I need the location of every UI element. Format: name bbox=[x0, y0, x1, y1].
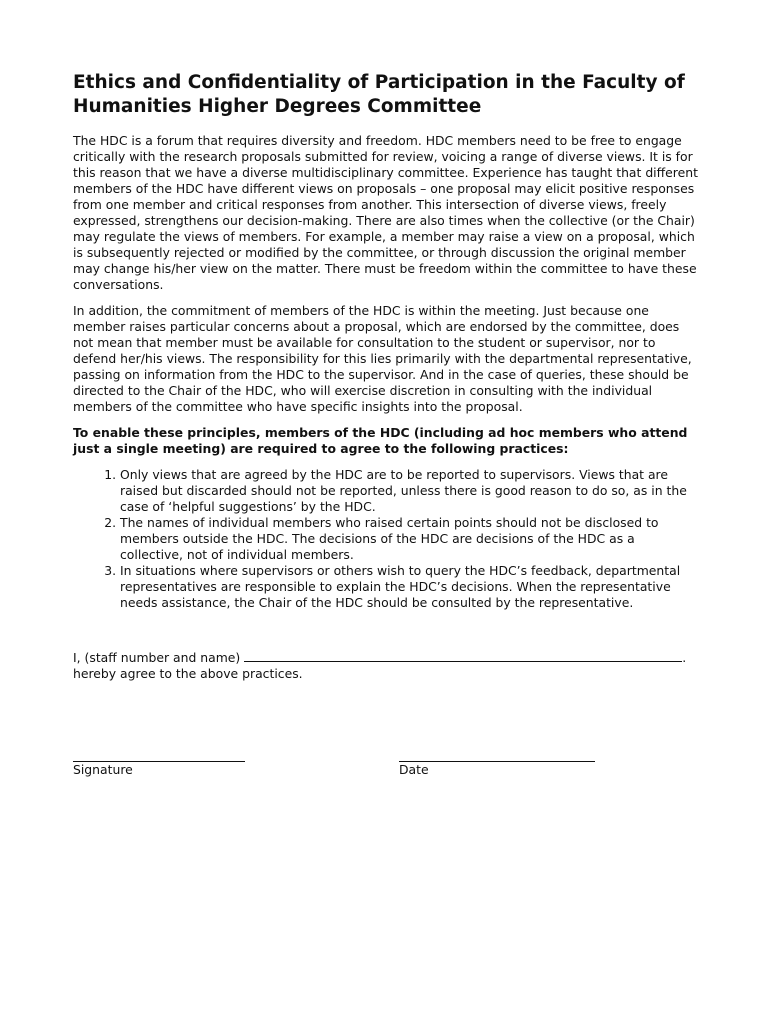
signature-label: Signature bbox=[73, 762, 133, 777]
practice-item-2: 2. The names of individual members who raised certain points should not be disclosed to members outside the HDC. The decisions of the HDC are decisions of the HDC as a collective, not of individual members. bbox=[120, 515, 699, 563]
date-label: Date bbox=[399, 762, 429, 777]
paragraph-diversity: The HDC is a forum that requires diversity and freedom. HDC members need to be free to engage critically with the research proposals submitted for review, voicing a range of diverse views. It is for this reason that we have a diverse multidisciplinary committee. Experience has taught that different members of the HDC have different views on proposals – one proposal may elicit positive responses from one member and critical responses from another. This intersection of diverse views, freely expressed, strengthens our decision-making. There are also times when the collective (or the Chair) may regulate the views of members. For example, a member may raise a view on a proposal, which is subsequently rejected or modified by the committee, or through discussion the original member may change his/her view on the matter. There must be freedom within the committee to have these conversations. bbox=[73, 133, 698, 292]
paragraph-commitment: In addition, the commitment of members of the HDC is within the meeting. Just because one member raises particular concerns about a proposal, which are endorsed by the committee, does not mean that member must be available for consultation to the student or supervisor, nor to defend her/his views. The responsibility for this lies primarily with the departmental representative, passing on information from the HDC to the supervisor. And in the case of queries, these should be directed to the Chair of the HDC, who will exercise discretion in consulting with the individual members of the committee who have specific insights into the proposal. bbox=[73, 303, 692, 414]
agreement-suffix: . bbox=[682, 650, 687, 665]
staff-name-blank[interactable] bbox=[244, 649, 682, 662]
practices-list bbox=[73, 467, 699, 611]
agreement-prefix: I, (staff number and name) bbox=[73, 650, 241, 665]
date-line[interactable] bbox=[399, 745, 595, 762]
document-body bbox=[73, 133, 699, 611]
date-block bbox=[399, 745, 595, 778]
practice-item-3: 3. In situations where supervisors or others wish to query the HDC’s feedback, departmental representatives are responsible to explain the HDC’s decisions. When the representative needs assistance, the Chair of the HDC should be consulted by the representative. bbox=[120, 563, 699, 611]
document-title: Ethics and Confidentiality of Participation in the Faculty of Humanities Higher Degrees Committee bbox=[73, 72, 685, 117]
signature-block bbox=[73, 745, 245, 778]
agreement-line-2: hereby agree to the above practices. bbox=[73, 666, 303, 681]
agreement-line-1 bbox=[73, 649, 713, 666]
signature-line[interactable] bbox=[73, 745, 245, 762]
practice-item-1: 1. Only views that are agreed by the HDC are to be reported to supervisors. Views that are raised but discarded should not be reported, unless there is good reason to do so, as in the case of ‘helpful suggestions’ by the HDC. bbox=[120, 467, 699, 515]
principles-intro: To enable these principles, members of the HDC (including ad hoc members who attend just a single meeting) are required to agree to the following practices: bbox=[73, 425, 688, 456]
agreement-statement bbox=[73, 649, 713, 682]
